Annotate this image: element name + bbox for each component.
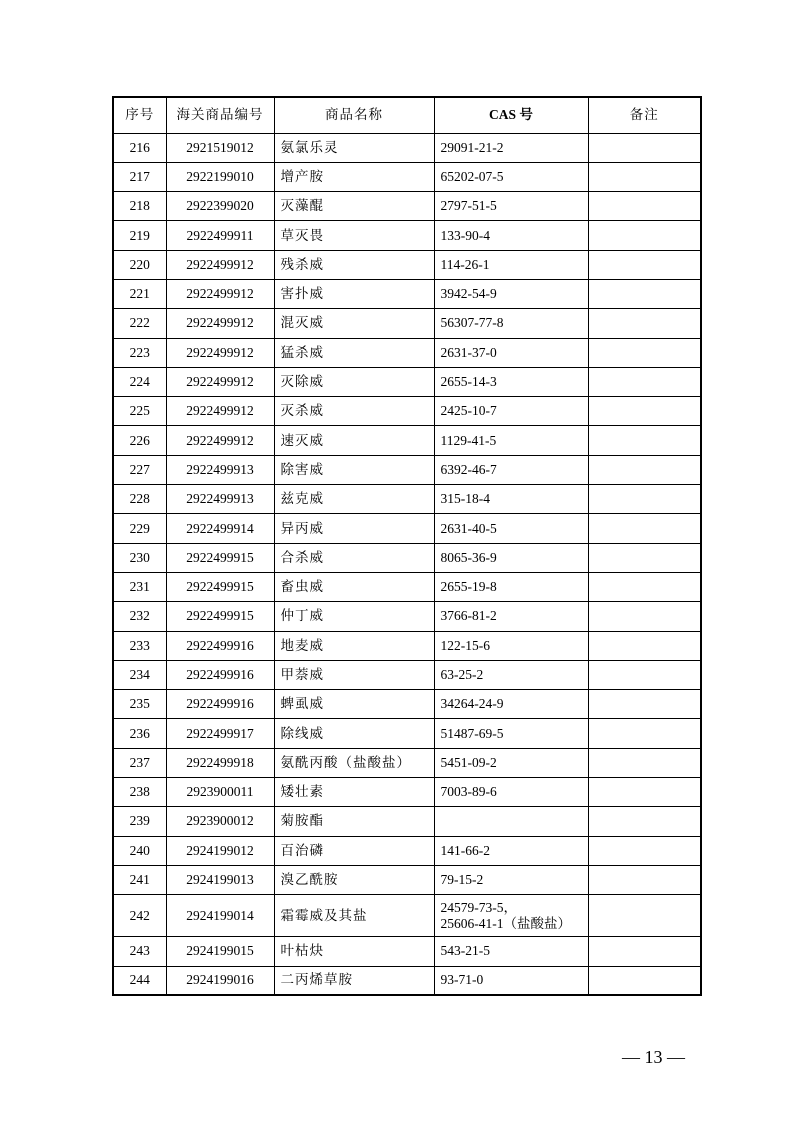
table-row — [113, 572, 701, 601]
header-cas-number: CAS 号 — [434, 97, 588, 133]
customs-code-cell: 2924199013 — [166, 865, 274, 894]
cas-number-cell — [434, 937, 588, 966]
product-name-cell: 灭藻醌 — [274, 192, 434, 221]
customs-code-cell: 2922499915 — [166, 543, 274, 572]
customs-code-cell: 2922499912 — [166, 338, 274, 367]
product-name-cell: 增产胺 — [274, 162, 434, 191]
cas-number-line: 2655-19-8 — [440, 579, 497, 595]
remarks-cell — [588, 250, 701, 279]
product-name-cell: 草灭畏 — [274, 221, 434, 250]
product-name-cell: 畜虫威 — [274, 572, 434, 601]
cas-number-line: 114-26-1 — [440, 256, 490, 272]
cas-number-line: 56307-77-8 — [440, 315, 504, 331]
cas-number-cell — [434, 250, 588, 279]
row-index-cell: 223 — [113, 338, 166, 367]
cas-number-cell — [434, 836, 588, 865]
chemical-list-table — [112, 96, 702, 996]
customs-code-cell: 2922499912 — [166, 250, 274, 279]
product-name-cell: 残杀威 — [274, 250, 434, 279]
table-row — [113, 631, 701, 660]
product-name-cell: 速灭威 — [274, 426, 434, 455]
cas-number-cell — [434, 660, 588, 689]
remarks-cell — [588, 338, 701, 367]
cas-number-line: 25606-41-1（盐酸盐） — [440, 915, 571, 931]
table-row — [113, 514, 701, 543]
customs-code-cell: 2922499912 — [166, 279, 274, 308]
customs-code-cell: 2922499912 — [166, 397, 274, 426]
cas-number-line: 34264-24-9 — [440, 696, 504, 712]
remarks-cell — [588, 572, 701, 601]
remarks-cell — [588, 602, 701, 631]
cas-number-line: 8065-36-9 — [440, 549, 497, 565]
customs-code-cell: 2924199014 — [166, 895, 274, 937]
customs-code-cell: 2922499915 — [166, 572, 274, 601]
row-index-cell: 230 — [113, 543, 166, 572]
table-row — [113, 367, 701, 396]
remarks-cell — [588, 455, 701, 484]
cas-number-line: 3942-54-9 — [440, 286, 497, 302]
table-row — [113, 485, 701, 514]
row-index-cell: 241 — [113, 865, 166, 894]
row-index-cell: 221 — [113, 279, 166, 308]
remarks-cell — [588, 397, 701, 426]
product-name-cell: 菊胺酯 — [274, 807, 434, 836]
row-index-cell: 220 — [113, 250, 166, 279]
cas-number-cell — [434, 426, 588, 455]
customs-code-cell: 2922499913 — [166, 485, 274, 514]
product-name-cell: 百治磷 — [274, 836, 434, 865]
table-row — [113, 133, 701, 162]
product-name-cell: 灭除威 — [274, 367, 434, 396]
cas-number-line: 141-66-2 — [440, 842, 490, 858]
product-name-cell: 甲萘威 — [274, 660, 434, 689]
product-name-cell: 猛杀威 — [274, 338, 434, 367]
cas-number-line: 65202-07-5 — [440, 168, 504, 184]
header-customs-code: 海关商品编号 — [166, 97, 274, 133]
product-name-cell: 叶枯炔 — [274, 937, 434, 966]
cas-number-cell — [434, 162, 588, 191]
customs-code-cell: 2924199012 — [166, 836, 274, 865]
table-row — [113, 250, 701, 279]
row-index-cell: 236 — [113, 719, 166, 748]
table-row — [113, 778, 701, 807]
cas-number-cell — [434, 192, 588, 221]
cas-number-line: 7003-89-6 — [440, 784, 497, 800]
cas-number-cell — [434, 690, 588, 719]
remarks-cell — [588, 543, 701, 572]
cas-number-line: 1129-41-5 — [440, 432, 497, 448]
product-name-cell: 除害威 — [274, 455, 434, 484]
remarks-cell — [588, 162, 701, 191]
header-remarks: 备注 — [588, 97, 701, 133]
remarks-cell — [588, 426, 701, 455]
table-row — [113, 748, 701, 777]
product-name-cell: 害扑威 — [274, 279, 434, 308]
table-body — [113, 133, 701, 995]
product-name-cell: 除线威 — [274, 719, 434, 748]
product-name-cell: 二丙烯草胺 — [274, 966, 434, 995]
remarks-cell — [588, 807, 701, 836]
table-row — [113, 543, 701, 572]
remarks-cell — [588, 660, 701, 689]
customs-code-cell: 2922499916 — [166, 690, 274, 719]
row-index-cell: 226 — [113, 426, 166, 455]
customs-code-cell: 2924199016 — [166, 966, 274, 995]
customs-code-cell: 2922199010 — [166, 162, 274, 191]
cas-number-line: 5451-09-2 — [440, 754, 497, 770]
remarks-cell — [588, 937, 701, 966]
customs-code-cell: 2922499918 — [166, 748, 274, 777]
customs-code-cell: 2922499912 — [166, 309, 274, 338]
cas-number-cell — [434, 865, 588, 894]
table-row — [113, 455, 701, 484]
cas-number-line: 79-15-2 — [440, 872, 484, 888]
row-index-cell: 244 — [113, 966, 166, 995]
remarks-cell — [588, 221, 701, 250]
remarks-cell — [588, 631, 701, 660]
customs-code-cell: 2922499916 — [166, 660, 274, 689]
remarks-cell — [588, 485, 701, 514]
remarks-cell — [588, 719, 701, 748]
cas-number-line: 2655-14-3 — [440, 374, 497, 390]
cas-number-line: 2797-51-5 — [440, 198, 497, 214]
cas-number-line: 2631-40-5 — [440, 520, 497, 536]
table-row — [113, 937, 701, 966]
cas-number-line: 315-18-4 — [440, 491, 490, 507]
cas-number-cell — [434, 966, 588, 995]
customs-code-cell: 2922399020 — [166, 192, 274, 221]
product-name-cell: 霜霉威及其盐 — [274, 895, 434, 937]
table-row — [113, 836, 701, 865]
cas-number-line: 2425-10-7 — [440, 403, 497, 419]
row-index-cell: 235 — [113, 690, 166, 719]
row-index-cell: 239 — [113, 807, 166, 836]
row-index-cell: 234 — [113, 660, 166, 689]
remarks-cell — [588, 309, 701, 338]
row-index-cell: 219 — [113, 221, 166, 250]
table-row — [113, 397, 701, 426]
remarks-cell — [588, 836, 701, 865]
table-row — [113, 338, 701, 367]
cas-number-cell — [434, 719, 588, 748]
customs-code-cell: 2922499912 — [166, 426, 274, 455]
row-index-cell: 231 — [113, 572, 166, 601]
cas-number-line: 543-21-5 — [440, 943, 490, 959]
product-name-cell: 氨酰丙酸（盐酸盐） — [274, 748, 434, 777]
cas-number-cell — [434, 397, 588, 426]
cas-number-cell — [434, 748, 588, 777]
row-index-cell: 224 — [113, 367, 166, 396]
header-product-name: 商品名称 — [274, 97, 434, 133]
product-name-cell: 溴乙酰胺 — [274, 865, 434, 894]
cas-number-cell — [434, 602, 588, 631]
customs-code-cell: 2922499912 — [166, 367, 274, 396]
row-index-cell: 228 — [113, 485, 166, 514]
row-index-cell: 240 — [113, 836, 166, 865]
table-row — [113, 690, 701, 719]
product-name-cell: 灭杀威 — [274, 397, 434, 426]
table-header-row — [113, 97, 701, 133]
cas-number-cell — [434, 221, 588, 250]
cas-number-cell — [434, 485, 588, 514]
table-row — [113, 895, 701, 937]
remarks-cell — [588, 367, 701, 396]
remarks-cell — [588, 778, 701, 807]
cas-number-cell — [434, 543, 588, 572]
row-index-cell: 233 — [113, 631, 166, 660]
cas-number-cell — [434, 807, 588, 836]
header-index: 序号 — [113, 97, 166, 133]
cas-number-cell — [434, 895, 588, 937]
cas-number-line: 2631-37-0 — [440, 344, 497, 360]
table-row — [113, 221, 701, 250]
cas-number-cell — [434, 367, 588, 396]
table-row — [113, 602, 701, 631]
remarks-cell — [588, 133, 701, 162]
cas-number-line: 93-71-0 — [440, 972, 484, 988]
table-row — [113, 426, 701, 455]
row-index-cell: 222 — [113, 309, 166, 338]
table-row — [113, 162, 701, 191]
product-name-cell: 合杀威 — [274, 543, 434, 572]
remarks-cell — [588, 895, 701, 937]
cas-number-line: 63-25-2 — [440, 666, 484, 682]
remarks-cell — [588, 192, 701, 221]
cas-number-line: 6392-46-7 — [440, 461, 497, 477]
row-index-cell: 243 — [113, 937, 166, 966]
customs-code-cell: 2922499914 — [166, 514, 274, 543]
product-name-cell: 矮壮素 — [274, 778, 434, 807]
table-row — [113, 865, 701, 894]
cas-number-line: 122-15-6 — [440, 637, 490, 653]
table-row — [113, 719, 701, 748]
customs-code-cell: 2922499913 — [166, 455, 274, 484]
customs-code-cell: 2924199015 — [166, 937, 274, 966]
table-row — [113, 807, 701, 836]
customs-code-cell: 2921519012 — [166, 133, 274, 162]
cas-number-line: 24579-73-5， — [440, 899, 517, 915]
customs-code-cell: 2923900011 — [166, 778, 274, 807]
row-index-cell: 225 — [113, 397, 166, 426]
product-name-cell: 混灭威 — [274, 309, 434, 338]
row-index-cell: 227 — [113, 455, 166, 484]
customs-code-cell: 2923900012 — [166, 807, 274, 836]
remarks-cell — [588, 690, 701, 719]
product-name-cell: 蜱虱威 — [274, 690, 434, 719]
customs-code-cell: 2922499915 — [166, 602, 274, 631]
cas-number-cell — [434, 631, 588, 660]
cas-number-cell — [434, 778, 588, 807]
page-number: — 13 — — [622, 1047, 685, 1067]
product-name-cell: 兹克威 — [274, 485, 434, 514]
row-index-cell: 218 — [113, 192, 166, 221]
table-row — [113, 966, 701, 995]
cas-number-cell — [434, 133, 588, 162]
row-index-cell: 229 — [113, 514, 166, 543]
product-name-cell: 地麦威 — [274, 631, 434, 660]
row-index-cell: 242 — [113, 895, 166, 937]
customs-code-cell: 2922499916 — [166, 631, 274, 660]
remarks-cell — [588, 279, 701, 308]
table-row — [113, 660, 701, 689]
cas-number-line: 51487-69-5 — [440, 725, 504, 741]
product-name-cell: 异丙威 — [274, 514, 434, 543]
row-index-cell: 216 — [113, 133, 166, 162]
product-name-cell: 氨氯乐灵 — [274, 133, 434, 162]
cas-number-cell — [434, 572, 588, 601]
chemical-list-table-container — [112, 96, 700, 996]
cas-number-cell — [434, 514, 588, 543]
remarks-cell — [588, 748, 701, 777]
row-index-cell: 238 — [113, 778, 166, 807]
remarks-cell — [588, 966, 701, 995]
product-name-cell: 仲丁威 — [274, 602, 434, 631]
remarks-cell — [588, 865, 701, 894]
row-index-cell: 237 — [113, 748, 166, 777]
cas-number-line: 3766-81-2 — [440, 608, 497, 624]
table-row — [113, 279, 701, 308]
cas-number-cell — [434, 309, 588, 338]
row-index-cell: 217 — [113, 162, 166, 191]
table-row — [113, 309, 701, 338]
row-index-cell: 232 — [113, 602, 166, 631]
customs-code-cell: 2922499917 — [166, 719, 274, 748]
table-row — [113, 192, 701, 221]
cas-number-cell — [434, 455, 588, 484]
remarks-cell — [588, 514, 701, 543]
cas-number-line: 133-90-4 — [440, 227, 490, 243]
cas-number-cell — [434, 338, 588, 367]
cas-number-line: 29091-21-2 — [440, 139, 504, 155]
customs-code-cell: 2922499911 — [166, 221, 274, 250]
cas-number-cell — [434, 279, 588, 308]
